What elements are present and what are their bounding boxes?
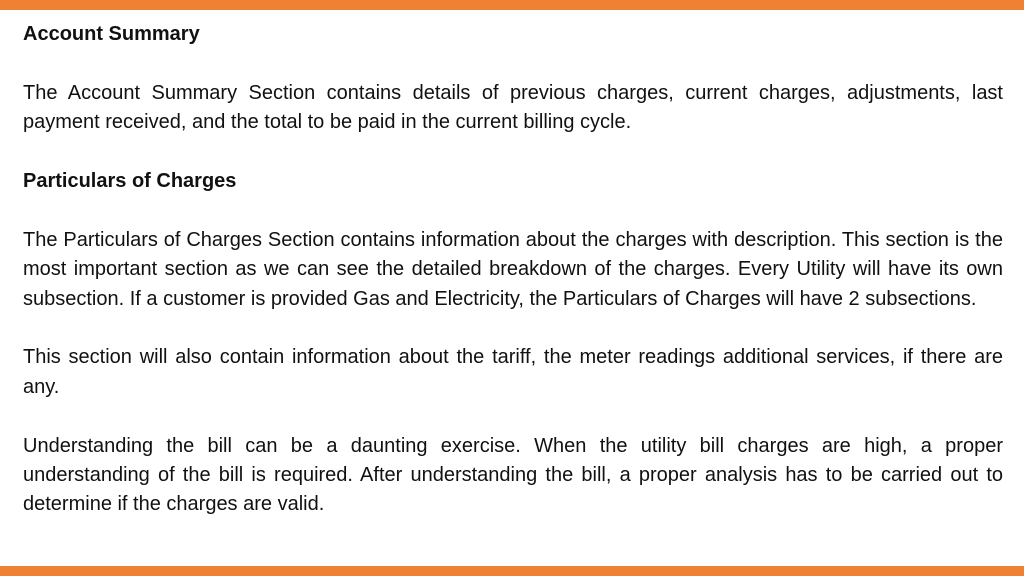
spacer [23,49,1003,78]
top-accent-bar [0,0,1024,10]
spacer [23,402,1003,431]
particulars-paragraph-3: Understanding the bill can be a daunting exercise. When the utility bill charges are high, a proper understanding of the bill is required. After understanding the bill, a proper analysis has to be carried out to determine if the charges are valid. [23,434,1003,516]
spacer [23,314,1003,343]
spacer [23,138,1003,167]
spacer [23,196,1003,225]
particulars-paragraph-2: This section will also contain information about the tariff, the meter readings additional services, if there are any. [23,346,1003,398]
bottom-accent-bar [0,566,1024,576]
particulars-heading: Particulars of Charges [23,170,237,192]
slide-content [23,20,1003,520]
particulars-paragraph-1: The Particulars of Charges Section contains information about the charges with description. This section is the most important section as we can see the detailed breakdown of the charges. Every Utility will have its own subsection. If a customer is provided Gas and Electricity, the Particulars of Charges will have 2 subsections. [23,228,1003,310]
account-summary-paragraph: The Account Summary Section contains details of previous charges, current charges, adjustments, last payment received, and the total to be paid in the current billing cycle. [23,81,1003,134]
account-summary-heading: Account Summary [23,23,200,45]
